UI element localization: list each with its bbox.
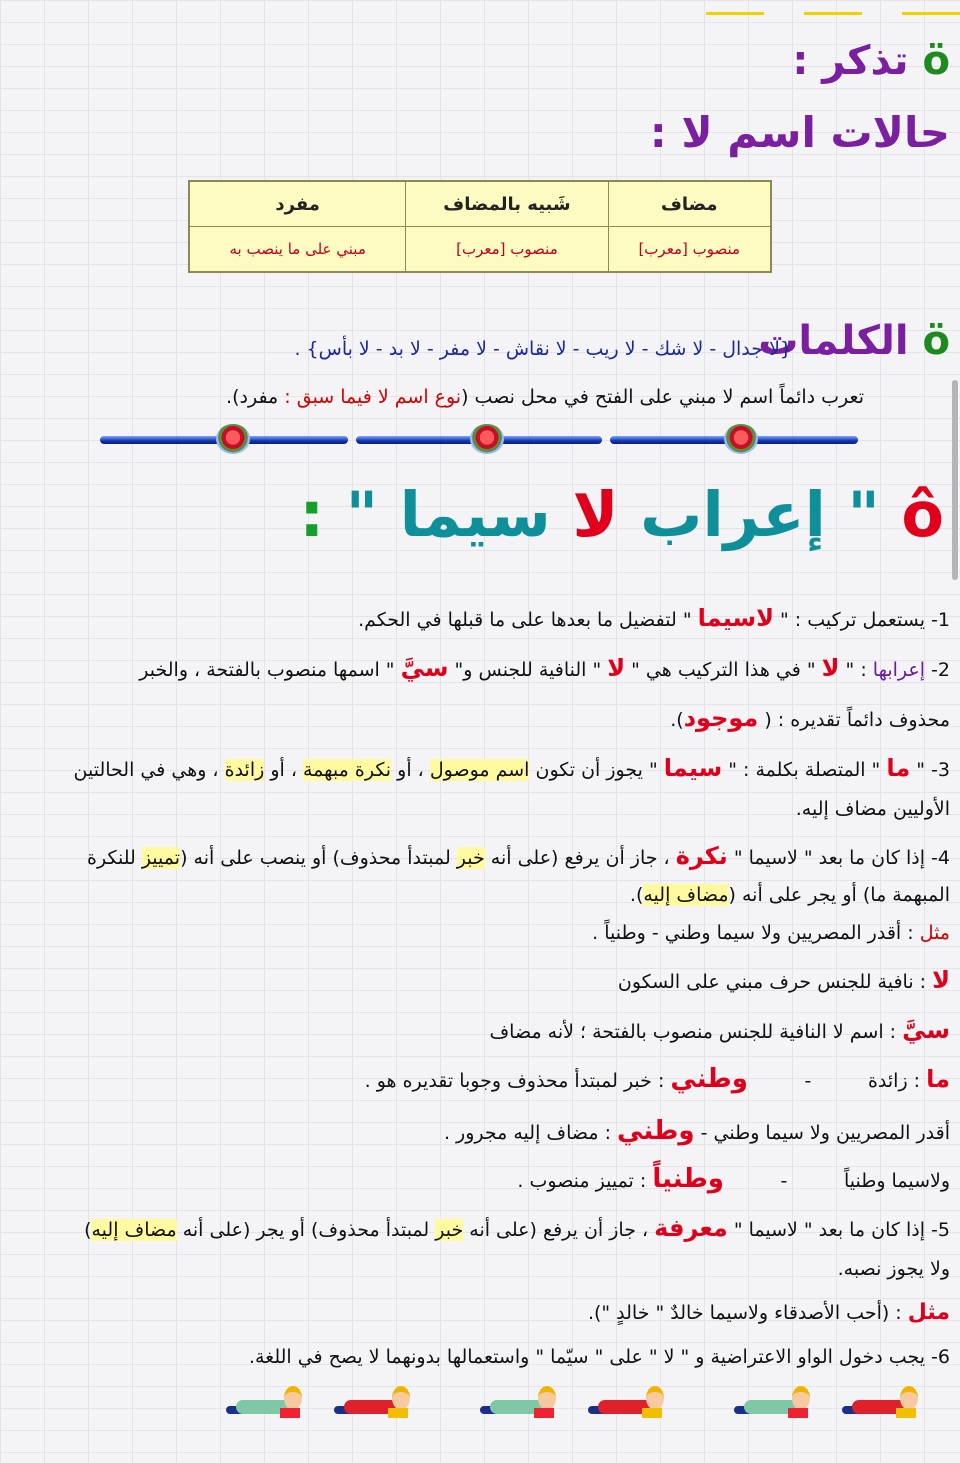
text: ، جاز أن يرفع (على أنه — [484, 847, 676, 869]
highlight: زائدة — [224, 759, 265, 781]
analysis-4 — [444, 1116, 950, 1147]
text: ) — [84, 1219, 92, 1241]
table-row — [189, 181, 771, 227]
keyword: لا — [607, 654, 626, 682]
words-list: {لا جدال - لا شك - لا ريب - لا نقاش - لا مفر - لا بد - لا بأس} . — [294, 338, 792, 360]
quote-mark: " — [345, 478, 379, 551]
text: : (أحب الأصدقاء ولاسيما خالدٌ " خالدٍ "). — [587, 1302, 908, 1324]
text: : زائدة — [867, 1070, 927, 1092]
keyword: معرفة — [654, 1214, 728, 1242]
remember-heading — [792, 38, 950, 84]
text: : نافية للجنس حرف مبني على السكون — [617, 971, 933, 993]
text: : مضاف إليه مجرور . — [443, 1122, 618, 1144]
rule-text: تعرب دائماً اسم لا مبني على الفتح في محل نصب ( — [461, 386, 864, 408]
text: إذا كان ما بعد " لاسيما " — [727, 1219, 932, 1241]
text: " في هذا التركيب هي " — [625, 659, 822, 681]
title-word: إعراب — [640, 478, 826, 551]
separator: - — [780, 1170, 788, 1192]
text: : خبر لمبتدأ محذوف وجوبا تقديره هو . — [364, 1070, 671, 1092]
scrollbar[interactable] — [952, 380, 958, 580]
keyword: سيَّ — [400, 654, 449, 682]
text: : اسم لا النافية للجنس منصوب بالفتحة ؛ لأنه مضاف — [489, 1021, 903, 1043]
text: " يجوز أن تكون — [529, 759, 664, 781]
point-number: 5- — [931, 1219, 950, 1241]
example-1 — [592, 922, 950, 945]
point-2 — [139, 654, 950, 683]
keyword: لا — [932, 966, 950, 994]
text: إذا كان ما بعد " لاسيما " — [727, 847, 932, 869]
rule-highlight: نوع اسم لا فيما سبق : — [284, 386, 462, 408]
keyword: موجود — [683, 704, 759, 732]
point-4 — [87, 842, 950, 871]
top-decoration — [500, 0, 960, 6]
text: أقدر المصريين ولا سيما وطني - — [694, 1122, 950, 1144]
text: : " — [839, 659, 867, 681]
label: إعرابها — [866, 659, 932, 681]
title-colon: : — [299, 478, 325, 551]
bullet-icon: ö — [922, 318, 950, 364]
analysis-5 — [517, 1164, 950, 1195]
reading-girl-icon — [226, 1382, 310, 1424]
table-header-shabih: شَبيه بالمضاف — [406, 181, 608, 227]
text: يستعمل تركيب : " — [773, 609, 932, 631]
text: : أقدر المصريين ولا سيما وطني - وطنياً . — [592, 922, 920, 944]
quote-mark: " — [847, 478, 880, 551]
point-5 — [84, 1214, 950, 1243]
text: ولاسيما وطنياً — [843, 1170, 950, 1192]
words-title: الكلمات — [758, 318, 909, 364]
table-cell: مبني على ما ينصب به — [189, 227, 406, 273]
keyword: لاسيما — [697, 604, 774, 632]
remember-label: تذكر : — [792, 38, 909, 84]
keyword: لا — [821, 654, 840, 682]
table-cell: منصوب [معرب] — [406, 227, 608, 273]
text: ). — [670, 709, 684, 731]
keyword: وطني — [617, 1116, 695, 1146]
highlight: خبر — [456, 847, 485, 869]
point-6 — [249, 1346, 950, 1369]
table-row — [189, 227, 771, 273]
rose-icon — [216, 424, 250, 454]
keyword: نكرة — [675, 842, 728, 870]
example-label: مثل — [907, 1300, 950, 1325]
table-header-mufrad: مفرد — [189, 181, 406, 227]
cases-table — [188, 180, 772, 273]
highlight: خبر — [435, 1219, 464, 1241]
text: ، جاز أن يرفع (على أنه — [463, 1219, 655, 1241]
cases-heading: حالات اسم لا : — [649, 108, 950, 157]
text: لمبتدأ محذوف) أو يجر (على أنه — [176, 1219, 436, 1241]
bullet-icon: ô — [901, 478, 944, 551]
reading-girl-icon — [480, 1382, 564, 1424]
analysis-1 — [618, 966, 950, 995]
reading-boy-icon — [334, 1382, 418, 1424]
reading-boy-icon — [588, 1382, 672, 1424]
rose-icon — [724, 424, 758, 454]
table-header-mudaf: مضاف — [608, 181, 771, 227]
keyword: وطنياً — [652, 1164, 724, 1194]
text: محذوف دائماً تقديره : ( — [758, 709, 950, 731]
example-label: مثل — [919, 922, 950, 944]
analysis-2 — [489, 1016, 950, 1045]
text: " لتفضيل ما بعدها على ما قبلها في الحكم. — [358, 609, 698, 631]
point-2-cont — [670, 704, 950, 733]
text: ، أو — [391, 759, 430, 781]
point-3 — [74, 754, 950, 783]
point-number: 3- — [931, 759, 950, 781]
text: للنكرة — [87, 847, 142, 869]
text: " اسمها منصوب بالفتحة ، والخبر — [139, 659, 401, 681]
point-number: 6- — [931, 1346, 950, 1368]
table-cell: منصوب [معرب] — [608, 227, 771, 273]
title-word: سيما — [399, 478, 551, 551]
keyword: وطني — [670, 1064, 748, 1094]
point-4-cont — [630, 884, 950, 907]
reading-girl-icon — [734, 1382, 818, 1424]
point-number: 1- — [931, 609, 950, 631]
reading-kids-decoration — [226, 1378, 946, 1428]
title-word: لا — [572, 478, 619, 551]
highlight: نكرة مبهمة — [303, 759, 392, 781]
text: ). — [629, 884, 644, 906]
rule-text-end: مفرد). — [226, 386, 285, 408]
text: يجب دخول الواو الاعتراضية و " لا " على " سيّما " واستعمالها بدونهما لا يصح في اللغة. — [248, 1346, 932, 1368]
flower-divider — [100, 424, 860, 454]
reading-boy-icon — [842, 1382, 926, 1424]
point-number: 2- — [931, 659, 950, 681]
text: " المتصلة بكلمة : " — [722, 759, 887, 781]
text: " النافية للجنس و" — [448, 659, 608, 681]
text: ، أو — [264, 759, 303, 781]
highlight: مضاف إليه — [91, 1219, 177, 1241]
main-title — [299, 478, 944, 551]
text: : تمييز منصوب . — [517, 1170, 653, 1192]
text: ، وهي في الحالتين — [73, 759, 225, 781]
text: لمبتدأ محذوف) أو ينصب على أنه ( — [180, 847, 457, 869]
example-2 — [588, 1300, 950, 1326]
keyword: سيما — [663, 754, 723, 782]
words-rule — [226, 386, 864, 408]
text: " — [910, 759, 932, 781]
point-1 — [358, 604, 950, 633]
keyword: ما — [926, 1065, 950, 1093]
separator: - — [804, 1070, 812, 1092]
keyword: ما — [886, 754, 911, 782]
point-3-cont: الأوليين مضاف إليه. — [795, 798, 950, 820]
highlight: تمييز — [141, 847, 181, 869]
analysis-3 — [365, 1064, 950, 1095]
point-number: 4- — [931, 847, 950, 869]
highlight: اسم موصول — [429, 759, 530, 781]
bullet-icon: ö — [922, 38, 950, 84]
keyword: سيَّ — [902, 1016, 950, 1044]
rose-icon — [470, 424, 504, 454]
highlight: مضاف إليه — [643, 884, 729, 906]
text: المبهمة ما) أو يجر على أنه ( — [728, 884, 950, 906]
point-5-cont: ولا يجوز نصبه. — [837, 1258, 950, 1280]
